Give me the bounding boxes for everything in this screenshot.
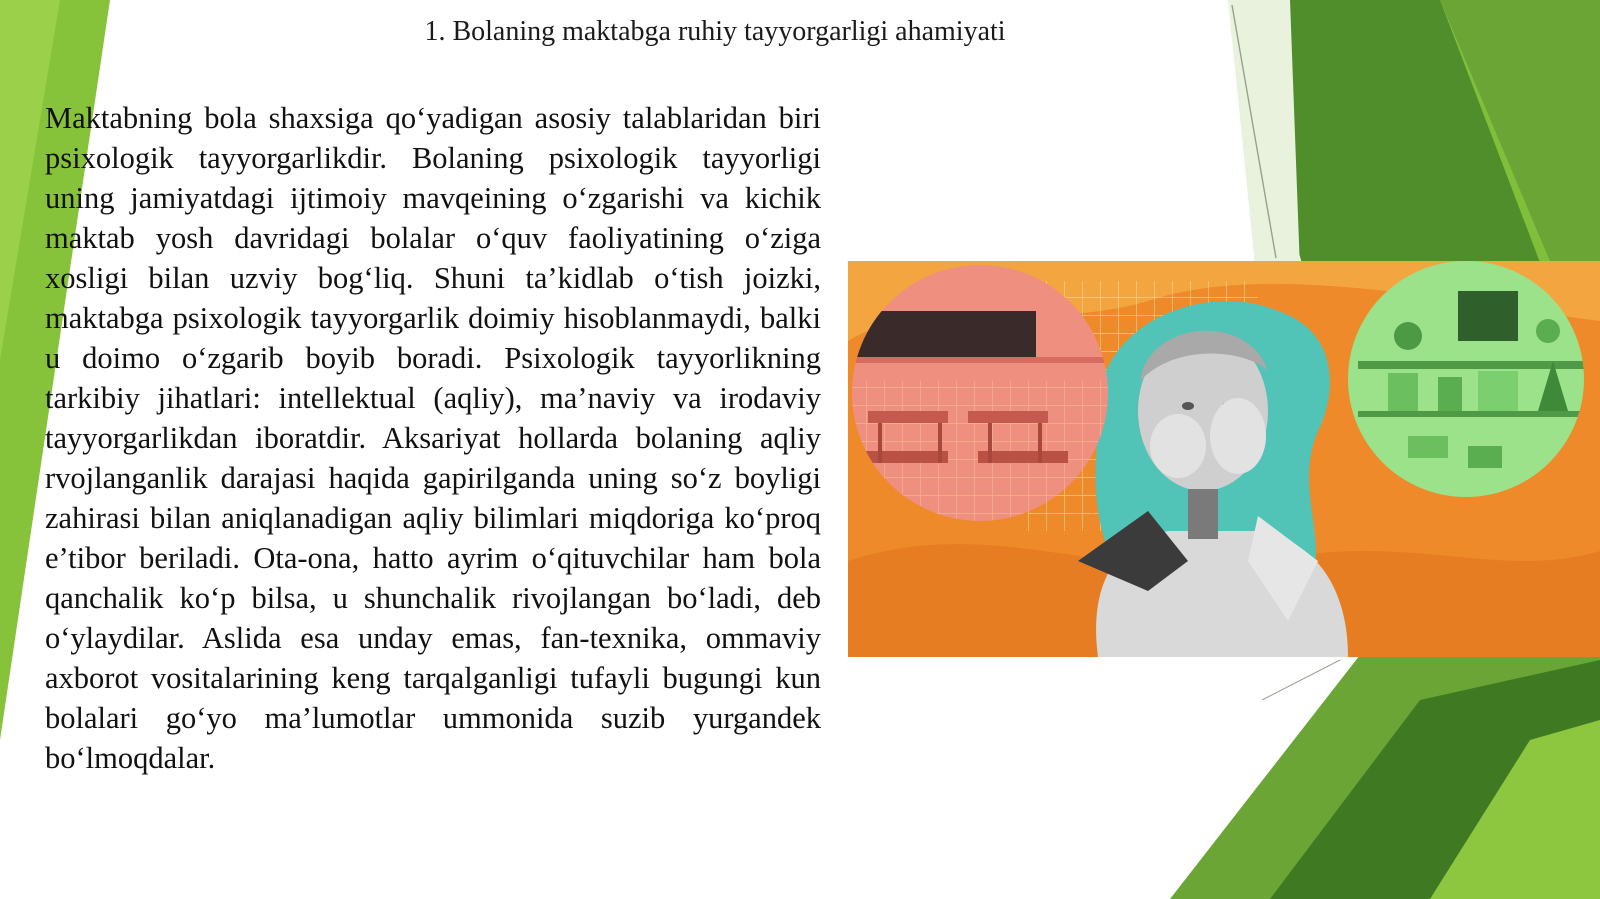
body-paragraph: Maktabning bola shaxsiga qo‘yadigan asosiy talablaridan biri psixologik tayyorgarlikdir. Bolaning psixologik tayyorligi uning jamiyatdagi ijtimoiy mavqeining o‘zgarishi va kichik maktab yosh davridagi bolalar o‘quv faoliyatining o‘ziga xosligi bilan uzviy bog‘liq. Shuni ta’kidlab o‘tish joizki, maktabga psixologik tayyorgarlik doimiy hisoblanmaydi, balki u doimo o‘zgarib boyib boradi. Psixologik tayyorlikning tarkibiy jihatlari: intellektual (aqliy), ma’naviy va irodaviy tayyorgarlikdan iboratdir. Aksariyat hollarda bolaning aqliy rvojlanganlik darajasi haqida gapirilganda uning so‘z boyligi zahirasi bilan aniqlanadigan aqliy bilimlari miqdoriga ko‘proq e’tibor beriladi. Ota-ona, hatto ayrim o‘qituvchilar ham bola qanchalik ko‘p bilsa, u shunchalik rivojlangan bo‘ladi, deb o‘ylaydilar. Aslida esa unday emas, fan-texnika, ommaviy axborot vositalarining keng tarqalganligi tufayli bugungi kun bolalari go‘yo ma’lumotlar ummonida suzib yurgandek bo‘lmoqdalar. [45,101,821,775]
slide-title: 1. Bolaning maktabga ruhiy tayyorgarligi ahamiyati [424,16,1006,47]
thinking-child-illustration [848,261,1600,657]
